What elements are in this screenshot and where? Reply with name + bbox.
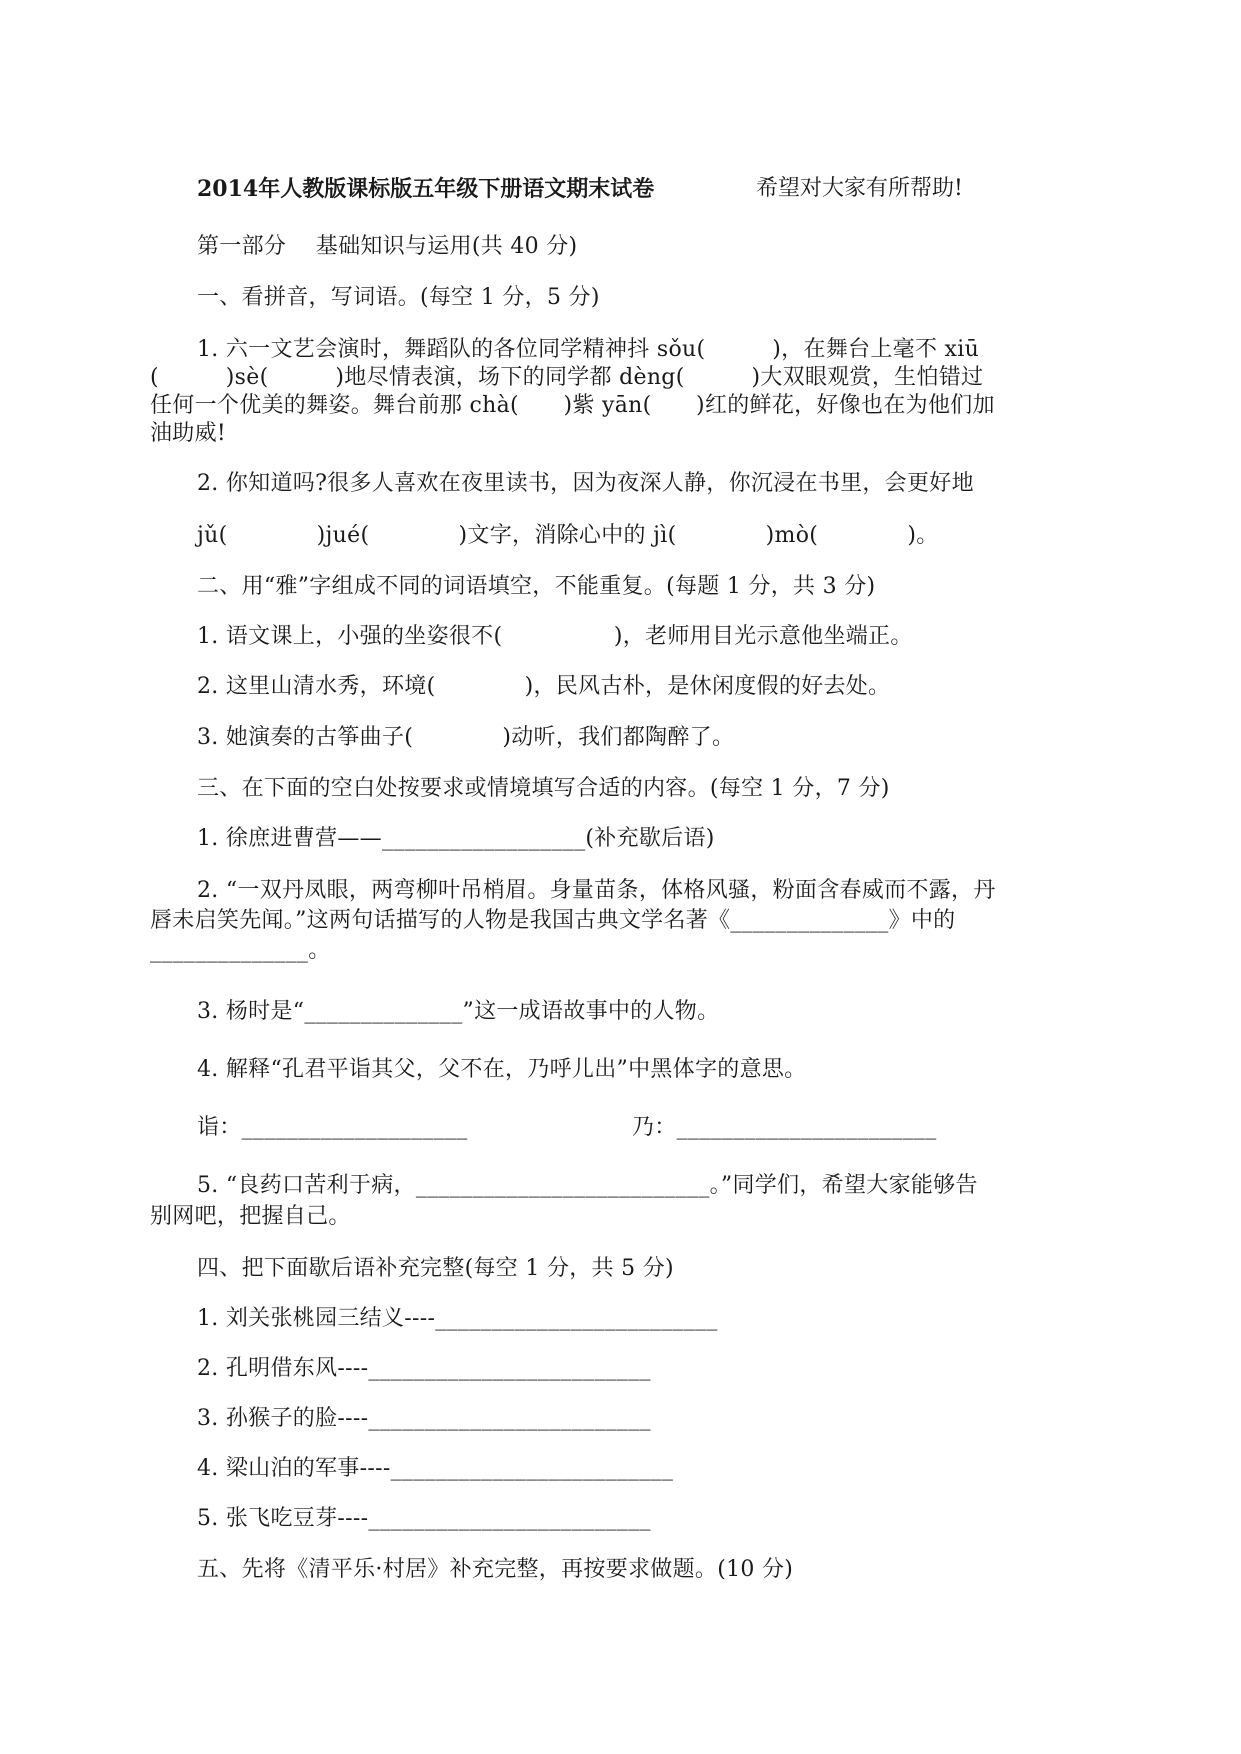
section3-q2-line2: 唇未启笑先闻。”这两句话描写的人物是我国古典文学名著《______________》中的 <box>150 908 956 933</box>
section2-heading: 二、用“雅”字组成不同的词语填空，不能重复。(每题 1 分，共 3 分) <box>197 574 876 599</box>
section3-q5-line1: 5. “良药口苦利于病，__________________________。”同学们，希望大家能够告 <box>197 1173 978 1198</box>
exam-title: 2014年人教版课标版五年级下册语文期末试卷 <box>197 176 655 202</box>
section3-q2-line3: ______________。 <box>150 938 331 963</box>
section1-q1-line4: 油助威! <box>150 421 227 446</box>
section4-item: 4. 梁山泊的军事----_________________________ <box>197 1456 674 1481</box>
section4-item: 2. 孔明借东风----_________________________ <box>197 1356 651 1381</box>
section1-q1-line3: 任何一个优美的舞姿。舞台前那 chà( )紫 yān( )红的鲜花，好像也在为他们加 <box>150 393 995 418</box>
exam-subtitle: 希望对大家有所帮助! <box>756 176 963 201</box>
section3-q2-line1: 2. “一双丹凤眼，两弯柳叶吊梢眉。身量苗条，体格风骚，粉面含春威而不露，丹 <box>197 878 996 903</box>
section3-q4: 4. 解释“孔君平诣其父，父不在，乃呼儿出”中黑体字的意思。 <box>197 1057 807 1082</box>
section2-q2: 2. 这里山清水秀，环境( )，民风古朴，是休闲度假的好去处。 <box>197 674 891 699</box>
section5-heading: 五、先将《清平乐·村居》补充完整，再按要求做题。(10 分) <box>197 1557 794 1582</box>
section3-q3: 3. 杨时是“______________”这一成语故事中的人物。 <box>197 999 720 1024</box>
section4-heading: 四、把下面歇后语补充完整(每空 1 分，共 5 分) <box>197 1256 674 1281</box>
part-heading: 第一部分 基础知识与运用(共 40 分) <box>197 234 578 259</box>
section2-q1: 1. 语文课上，小强的坐姿很不( )，老师用目光示意他坐端正。 <box>197 624 913 649</box>
section3-heading: 三、在下面的空白处按要求或情境填写合适的内容。(每空 1 分，7 分) <box>197 776 890 801</box>
section3-q1: 1. 徐庶进曹营——__________________(补充歇后语) <box>197 826 715 851</box>
section1-q1-line2: ( )sè( )地尽情表演，场下的同学都 dèng( )大双眼观赏，生怕错过 <box>150 365 984 390</box>
section4-item: 3. 孙猴子的脸----_________________________ <box>197 1406 651 1431</box>
section1-q2-line2: jǔ( )jué( )文字，消除心中的 jì( )mò( )。 <box>197 523 939 548</box>
section3-q4-answer-yi: 诣：____________________ <box>197 1115 468 1140</box>
section4-item: 1. 刘关张桃园三结义----_________________________ <box>197 1306 718 1331</box>
section4-item: 5. 张飞吃豆芽----_________________________ <box>197 1506 651 1531</box>
section3-q4-answer-nai: 乃：_______________________ <box>632 1115 937 1140</box>
section1-q2-line1: 2. 你知道吗?很多人喜欢在夜里读书，因为夜深人静，你沉浸在书里，会更好地 <box>197 471 974 496</box>
section2-q3: 3. 她演奏的古筝曲子( )动听，我们都陶醉了。 <box>197 725 735 750</box>
section1-q1-line1: 1. 六一文艺会演时，舞蹈队的各位同学精神抖 sǒu( )，在舞台上毫不 xiū <box>197 337 980 362</box>
section1-heading: 一、看拼音，写词语。(每空 1 分，5 分) <box>197 285 600 310</box>
section3-q5-line2: 别网吧，把握自己。 <box>150 1204 351 1229</box>
